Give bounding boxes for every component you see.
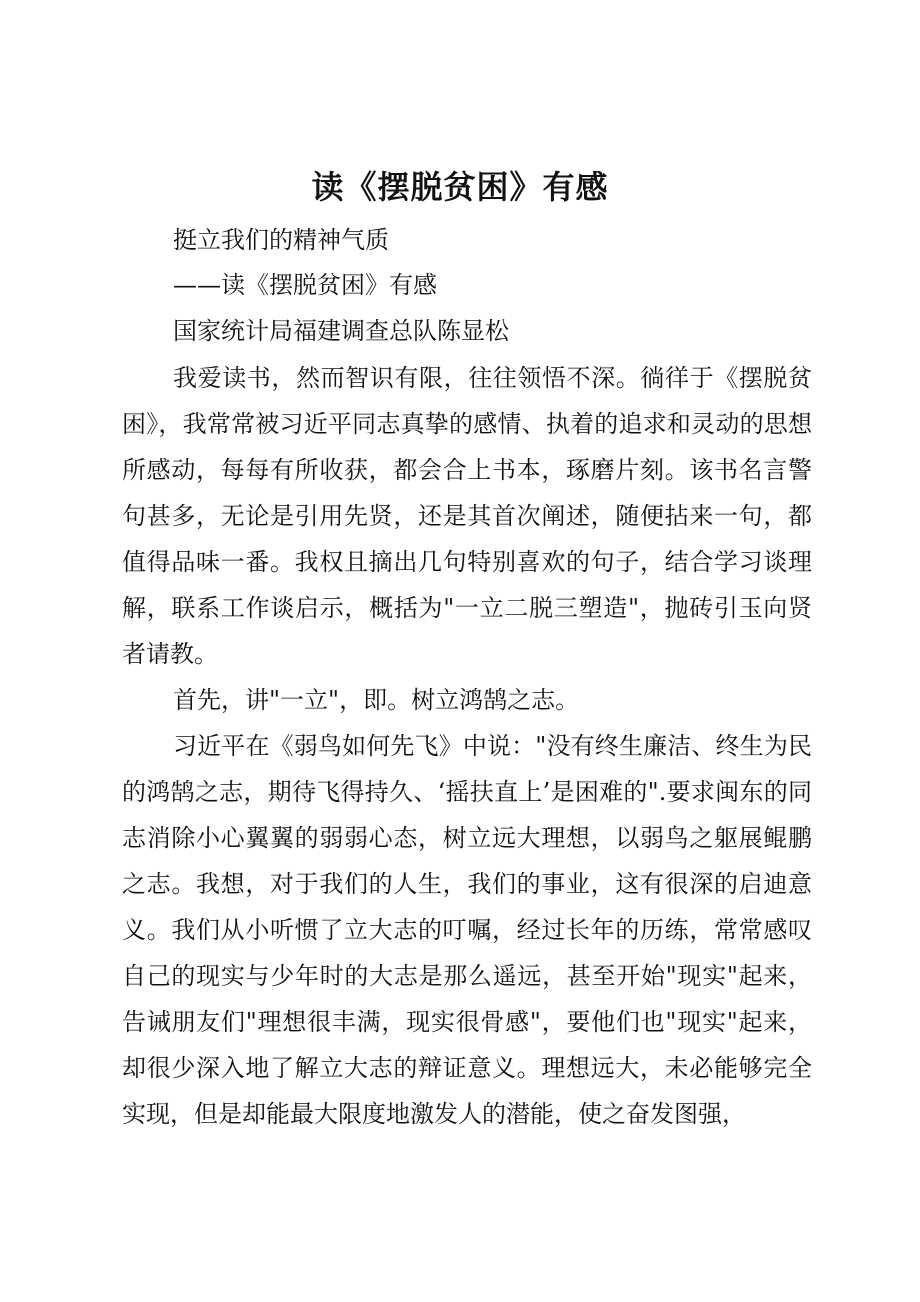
paragraph-intro: 我爱读书，然而智识有限，往往领悟不深。徜徉于《摆脱贫困》，我常常被习近平同志真挚的感情、执着的追求和灵动的思想所感动，每每有所收获，都会合上书本，琢磨片刻。该书名言警句甚多，无论是引用先贤，还是其首次阐述，随便拈来一句，都值得品味一番。我权且摘出几句特别喜欢的句子，结合学习谈理解，联系工作谈启示，概括为"一立二脱三塑造"，抛砖引玉向贤者请教。 [122,364,812,668]
paragraph-section-heading: 首先，讲"一立"，即。树立鸿鹄之志。 [173,686,580,714]
subtitle: 挺立我们的精神气质 [173,226,389,254]
paragraph-body: 习近平在《弱鸟如何先飞》中说："没有终生廉洁、终生为民的鸿鹄之志，期待飞得持久、‘摇扶直上’是困难的".要求闽东的同志消除小心翼翼的弱弱心态，树立远大理想，以弱鸟之躯展鲲鹏之志。我想，对于我们的人生，我们的事业，这有很深的启迪意义。我们从小听惯了立大志的叮嘱，经过长年的历练，常常感叹自己的现实与少年时的大志是那么遥远，甚至开始"现实"起来，告诫朋友们"理想很丰满，现实很骨感"，要他们也"现实"起来，却很少深入地了解立大志的辩证意义。理想远大，未必能够完全实现，但是却能最大限度地激发人的潜能，使之奋发图强， [122,732,812,1128]
author-line: 国家统计局福建调查总队陈显松 [173,317,509,345]
subheading: ——读《摆脱贫困》有感 [173,271,437,299]
document-title: 读《摆脱贫困》有感 [311,168,609,206]
